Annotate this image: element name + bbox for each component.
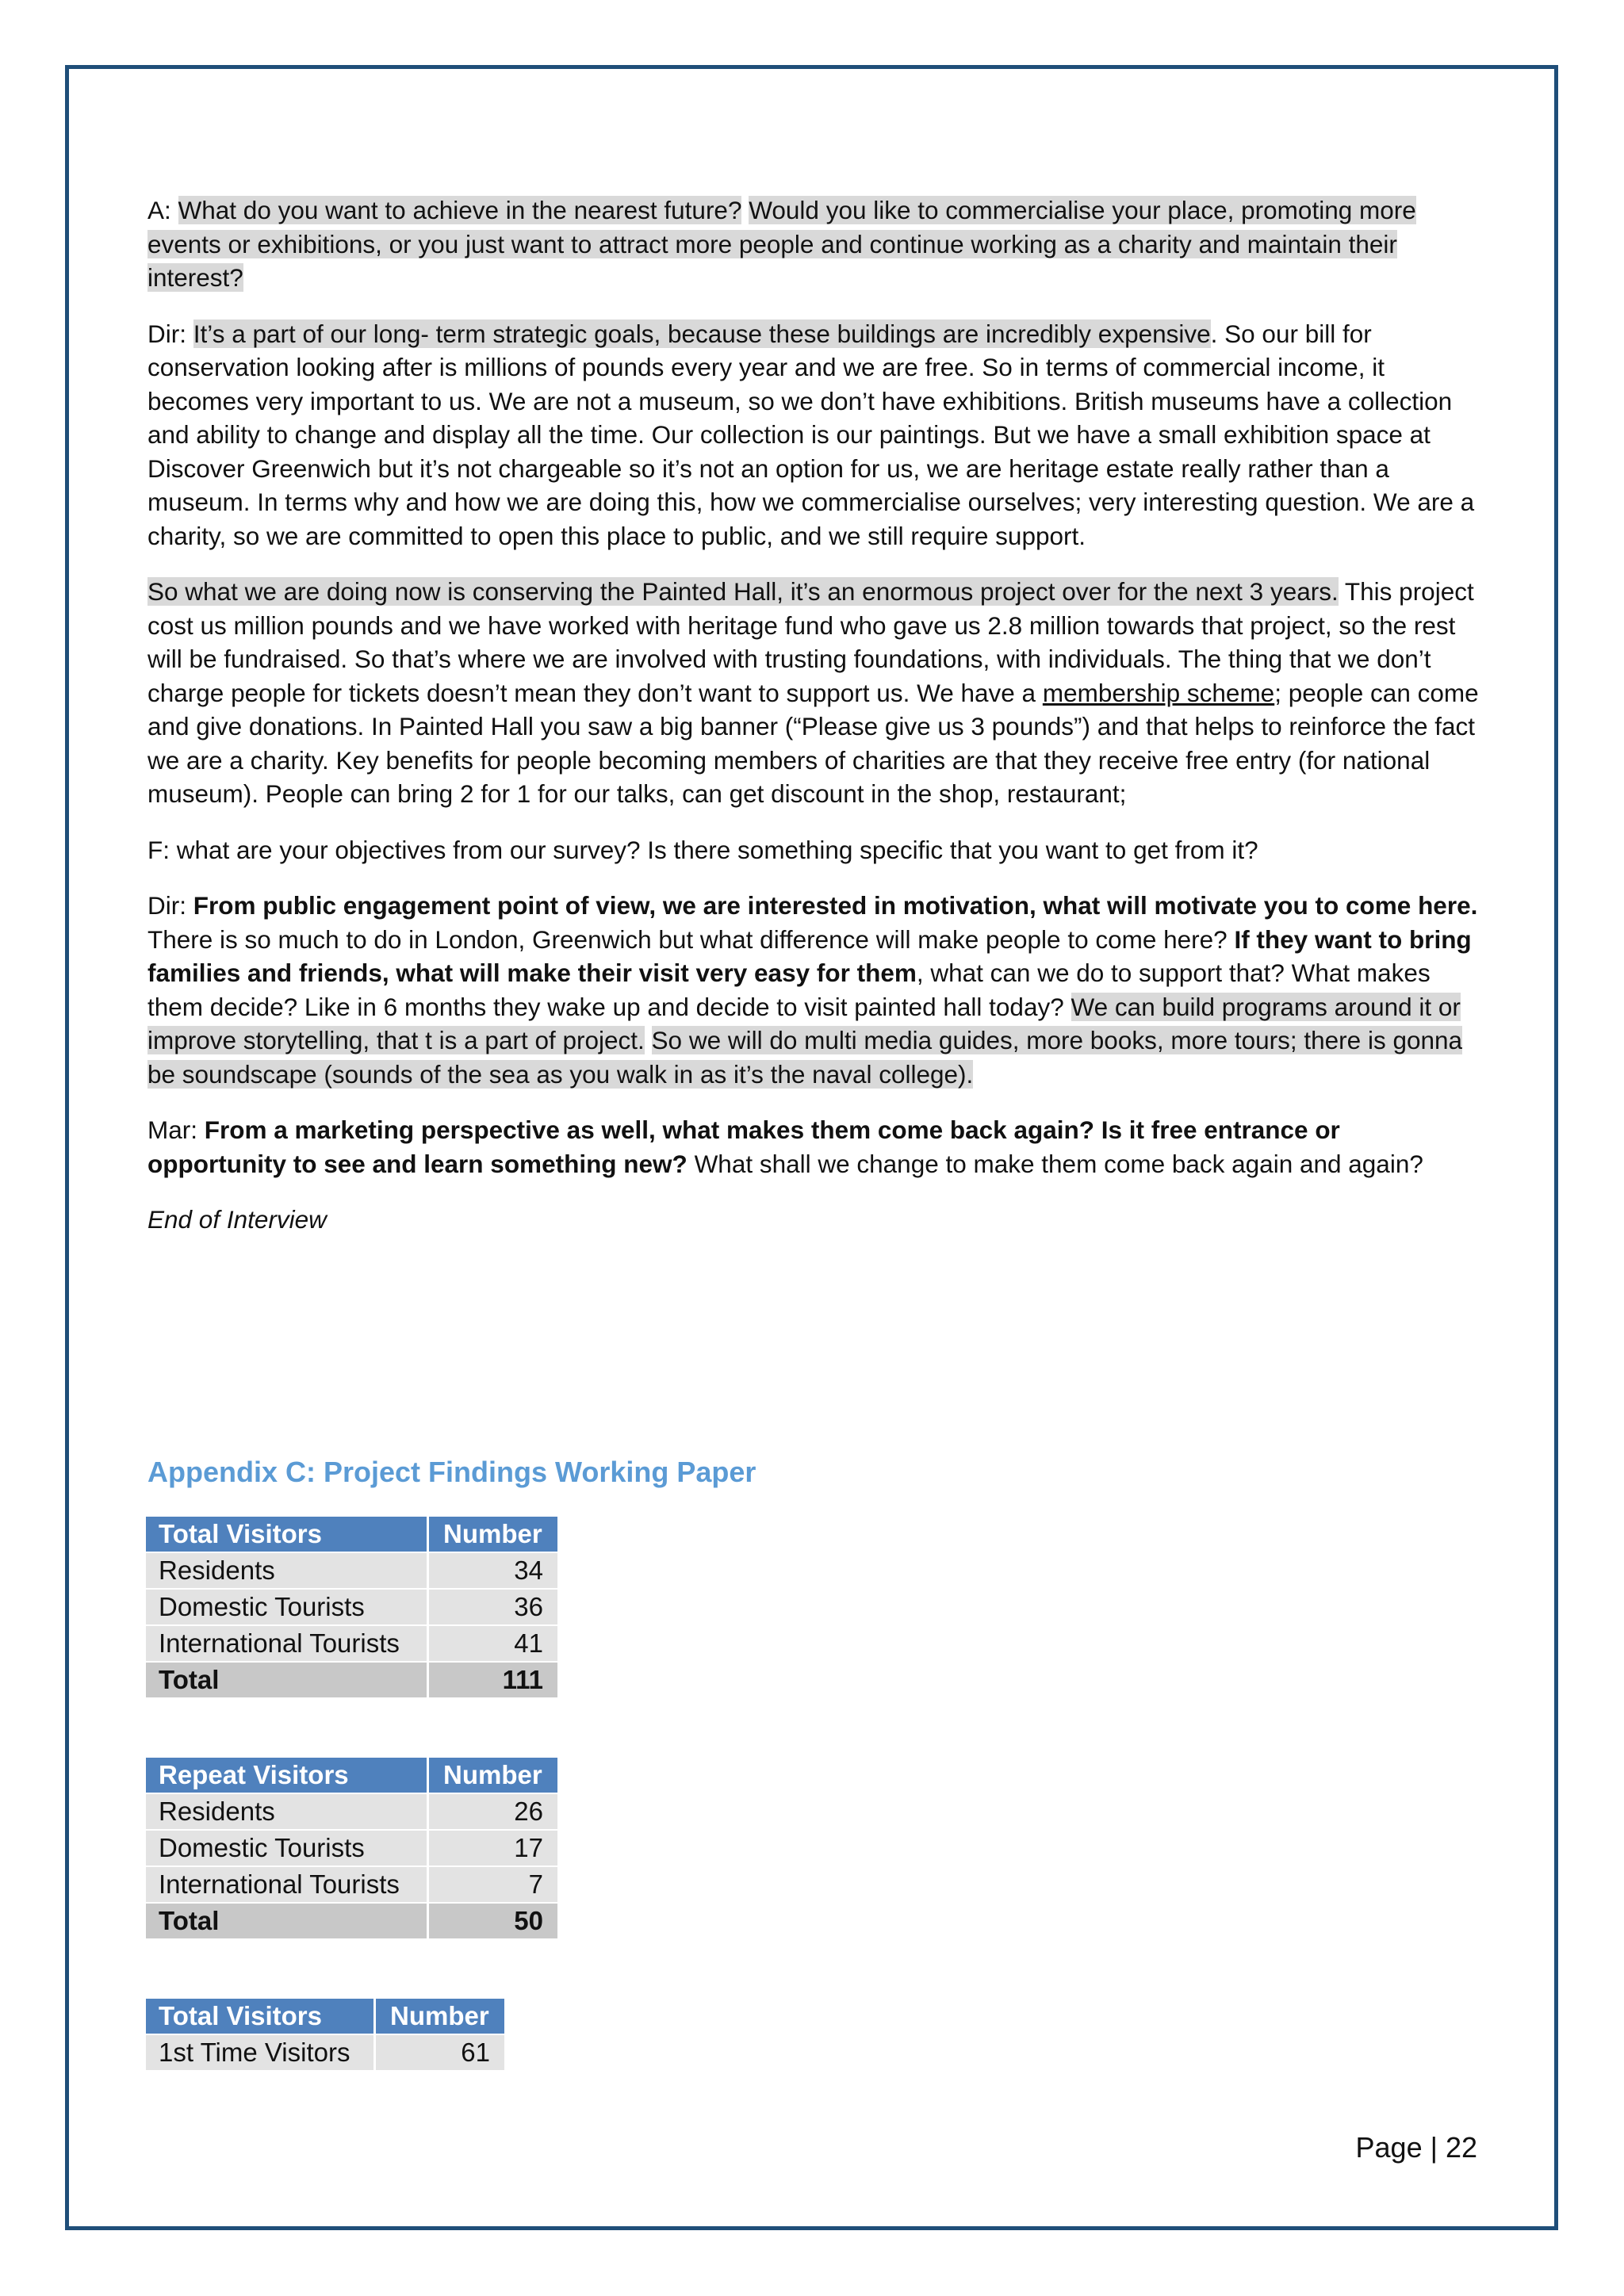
- speaker-label: Dir:: [147, 891, 193, 920]
- paragraph-question-future: [147, 193, 1480, 295]
- row-label: 1st Time Visitors: [146, 2035, 376, 2072]
- highlighted-text: So what we are doing now is conserving the Painted Hall, it’s an enormous project over for the next 3 years.: [147, 577, 1339, 606]
- total-value: 111: [429, 1663, 560, 1699]
- paragraph-painted-hall: [147, 575, 1480, 811]
- column-header: Number: [376, 1999, 507, 2035]
- highlighted-text: What do you want to achieve in the nearest future?: [178, 196, 742, 224]
- total-value: 50: [429, 1904, 560, 1940]
- row-value: 26: [429, 1794, 560, 1831]
- paragraph-text: There is so much to do in London, Greenwich but what difference will make people to come here?: [147, 924, 1235, 954]
- table-header-row: [146, 1758, 560, 1794]
- column-header: Total Visitors: [146, 1517, 429, 1553]
- total-label: Total: [146, 1663, 429, 1699]
- interview-transcript: [147, 193, 1480, 1259]
- row-label: Domestic Tourists: [146, 1590, 429, 1626]
- row-value: 7: [429, 1867, 560, 1904]
- bold-text: If they want to bring families and friends, what will make their visit very easy for them: [147, 924, 1472, 987]
- row-label: Residents: [146, 1553, 429, 1590]
- highlighted-text: Would you like to commercialise your place, promoting more events or exhibitions, or you just want to attract more people and continue working as a charity and maintain their interest?: [147, 196, 1416, 292]
- column-header: Total Visitors: [146, 1999, 376, 2035]
- bold-text: From public engagement point of view, we are interested in motivation, what will motivate you to come here.: [193, 891, 1478, 920]
- column-header: Number: [429, 1517, 560, 1553]
- column-header: Repeat Visitors: [146, 1758, 429, 1794]
- table-row: [146, 1867, 560, 1904]
- table-total-row: [146, 1904, 560, 1940]
- paragraph-text: . So our bill for conservation looking after is millions of pounds every year and we are free. So in terms of commercial income, it becomes very important to us. We are not a museum, so we don’t have exhibitions. British museums have a collection and ability to change and display all the time. Our collection is our paintings. But we have a small exhibition space at Discover Greenwich but it’s not chargeable so it’s not an option for us, we are heritage estate really rather than a museum. In terms why and how we are doing this, how we commercialise ourselves; very interesting question. We are a charity, so we are committed to open this place to public, and we still require support.: [147, 319, 1475, 550]
- first-time-visitors-table: [146, 1999, 507, 2072]
- paragraph-survey-question: F: what are your objectives from our survey? Is there something specific that you want to get from it?: [147, 835, 1258, 864]
- row-value: 17: [429, 1831, 560, 1867]
- speaker-label: Mar:: [147, 1115, 205, 1144]
- repeat-visitors-table: [146, 1758, 560, 1940]
- table-row: [146, 1831, 560, 1867]
- end-of-interview: End of Interview: [147, 1205, 327, 1234]
- table-row: [146, 1590, 560, 1626]
- highlighted-text: So we will do multi media guides, more books, more tours; there is gonna be soundscape (sounds of the sea as you walk in as it’s the naval college).: [147, 1026, 1463, 1089]
- row-value: 36: [429, 1590, 560, 1626]
- speaker-label: Dir:: [147, 319, 186, 348]
- table-header-row: [146, 1517, 560, 1553]
- paragraph-engagement: [147, 889, 1480, 1091]
- appendix-title: Appendix C: Project Findings Working Paper: [147, 1456, 756, 1488]
- table-row: [146, 1794, 560, 1831]
- row-label: International Tourists: [146, 1626, 429, 1663]
- row-value: 34: [429, 1553, 560, 1590]
- row-label: Domestic Tourists: [146, 1831, 429, 1867]
- highlighted-text: We can build programs around it or improve storytelling, that t is a part of project.: [147, 992, 1461, 1054]
- table-header-row: [146, 1999, 507, 2035]
- paragraph-marketing: [147, 1113, 1480, 1181]
- row-value: 41: [429, 1626, 560, 1663]
- paragraph-text: This project cost us million pounds and we have worked with heritage fund who gave us 2.8 million towards that project, so the rest will be fundraised. So that’s where we are involved with trusting foundations, with individuals. The thing that we don’t charge people for tickets doesn’t mean they don’t want to support us. We have a: [147, 577, 1474, 707]
- table-row: [146, 1626, 560, 1663]
- underlined-text: membership scheme: [1042, 678, 1275, 707]
- paragraph-text: What shall we change to make them come back again and again?: [687, 1149, 1423, 1178]
- row-label: Residents: [146, 1794, 429, 1831]
- bold-text: From a marketing perspective as well, what makes them come back again? Is it free entrance or opportunity to see and learn something new?: [147, 1115, 1340, 1178]
- paragraph-director-answer: [147, 317, 1480, 553]
- table-row: [146, 1553, 560, 1590]
- total-label: Total: [146, 1904, 429, 1940]
- table-row: [146, 2035, 507, 2072]
- total-visitors-table: [146, 1517, 560, 1699]
- table-total-row: [146, 1663, 560, 1699]
- paragraph-text: , what can we do to support that? What makes them decide? Like in 6 months they wake up and decide to visit painted hall today?: [147, 959, 1431, 1021]
- page-number: Page | 22: [1355, 2131, 1477, 2164]
- highlighted-text: It’s a part of our long- term strategic goals, because these buildings are incredibly expensive: [193, 319, 1211, 348]
- row-label: International Tourists: [146, 1867, 429, 1904]
- row-value: 61: [376, 2035, 507, 2072]
- paragraph-text: ; people can come and give donations. In Painted Hall you saw a big banner (“Please give us 3 pounds”) and that helps to reinforce the fact we are a charity. Key benefits for people becoming members of charities are that they receive free entry (for national museum). People can bring 2 for 1 for our talks, can get discount in the shop, restaurant;: [147, 678, 1479, 808]
- speaker-label: A:: [147, 196, 171, 224]
- column-header: Number: [429, 1758, 560, 1794]
- paragraph-text: [645, 1026, 652, 1054]
